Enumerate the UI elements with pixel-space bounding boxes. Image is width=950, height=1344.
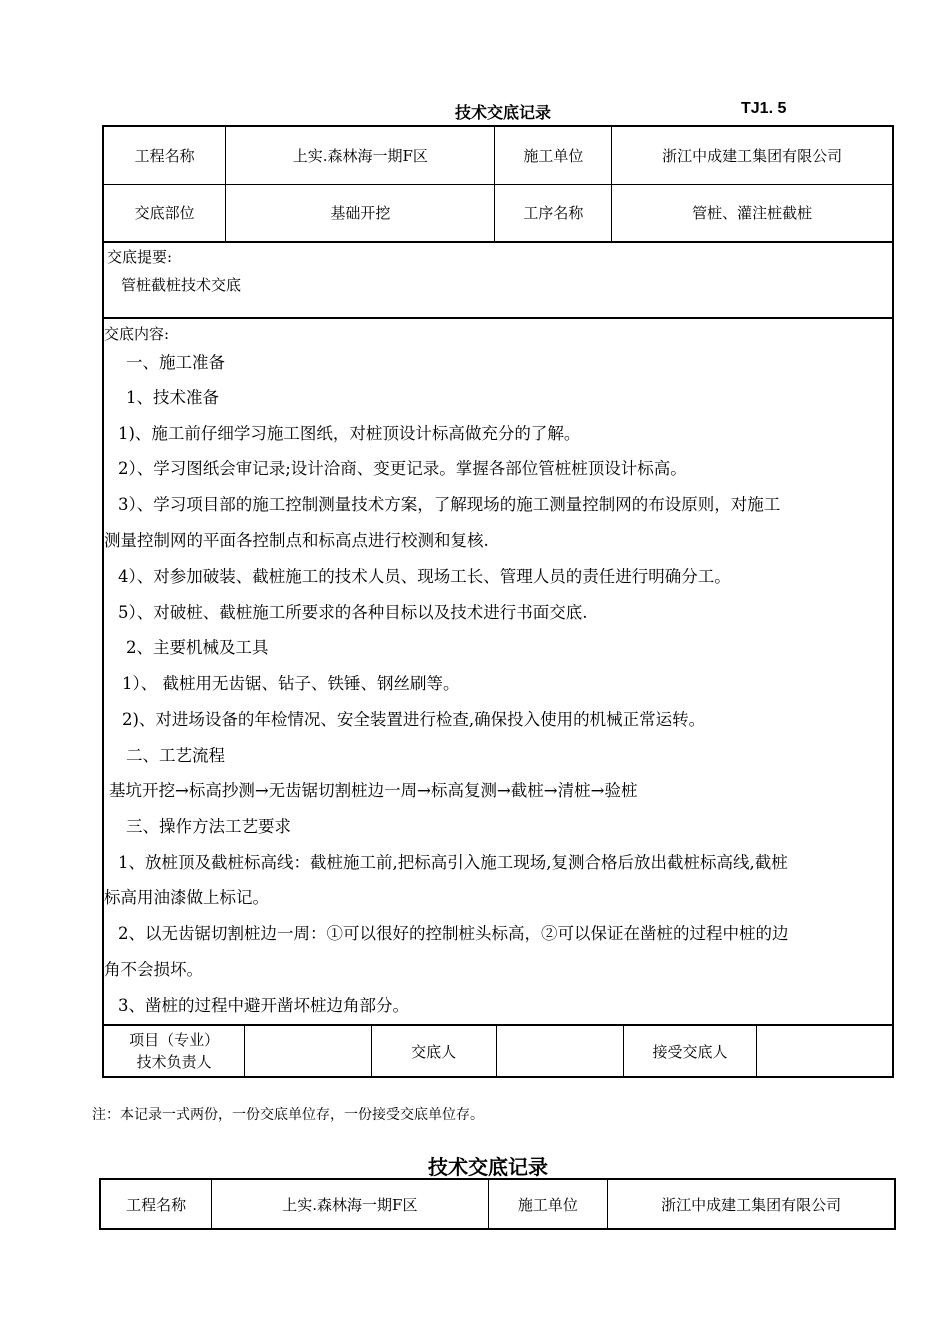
process-value: 管桩、灌注桩截桩 xyxy=(612,184,893,242)
part-label: 交底部位 xyxy=(103,184,226,242)
summary-label: 交底提要: xyxy=(107,248,173,266)
content-line: 1、放桩顶及截桩标高线：截桩施工前,把标高引入施工现场,复测合格后放出截桩标高线,截桩 xyxy=(118,853,788,872)
content-line: 2)、对进场设备的年检情况、安全装置进行检查,确保投入使用的机械正常运转。 xyxy=(122,710,706,729)
content-line: 4）、对参加破装、截桩施工的技术人员、现场工长、管理人员的责任进行明确分工。 xyxy=(118,567,731,586)
second-record-title: 技术交底记录 xyxy=(428,1155,548,1179)
content-line: 3、凿桩的过程中避开凿坏桩边角部分。 xyxy=(118,996,409,1015)
second-info-table xyxy=(99,1178,896,1230)
second-contractor-value: 浙江中成建工集团有限公司 xyxy=(608,1179,895,1229)
discloser-value xyxy=(496,1025,624,1077)
second-project-name-label: 工程名称 xyxy=(100,1179,212,1229)
content-line: 标高用油漆做上标记。 xyxy=(104,888,269,907)
discloser-label: 交底人 xyxy=(371,1025,496,1077)
record-title: 技术交底记录 xyxy=(455,103,552,122)
signature-table xyxy=(102,1024,894,1078)
content-line: 2、主要机械及工具 xyxy=(126,638,269,657)
summary-section xyxy=(102,242,894,319)
second-contractor-label: 施工单位 xyxy=(488,1179,608,1229)
content-line: 测量控制网的平面各控制点和标高点进行校测和复核. xyxy=(104,531,489,550)
summary-text: 管桩截桩技术交底 xyxy=(121,276,242,294)
process-label: 工序名称 xyxy=(495,184,612,242)
receiver-label: 接受交底人 xyxy=(624,1025,757,1077)
info-table xyxy=(102,125,894,243)
content-line: 1）、 截桩用无齿锯、钻子、铁锤、钢丝刷等。 xyxy=(122,674,460,693)
receiver-value xyxy=(756,1025,893,1077)
content-label: 交底内容: xyxy=(104,325,170,343)
content-line: 二、工艺流程 xyxy=(126,746,225,765)
second-project-name-value: 上实.森林海一期F区 xyxy=(212,1179,488,1229)
tech-lead-label-line1: 项目（专业） xyxy=(129,1031,220,1049)
contractor-label: 施工单位 xyxy=(495,126,612,184)
content-line: 1)、施工前仔细学习施工图纸，对桩顶设计标高做充分的了解。 xyxy=(118,424,581,443)
tech-lead-value xyxy=(245,1025,372,1077)
footnote: 注：本记录一式两份，一份交底单位存，一份接受交底单位存。 xyxy=(92,1107,484,1123)
content-line: 一、施工准备 xyxy=(126,353,225,372)
content-line: 3）、学习项目部的施工控制测量技术方案，了解现场的施工测量控制网的布设原则，对施工 xyxy=(118,495,781,514)
tech-lead-label xyxy=(103,1025,245,1077)
content-line: 基坑开挖→标高抄测→无齿锯切割桩边一周→标高复测→截桩→清桩→验桩 xyxy=(109,781,638,800)
project-name-label: 工程名称 xyxy=(103,126,226,184)
content-line: 2、以无齿锯切割桩边一周：①可以很好的控制桩头标高，②可以保证在凿桩的过程中桩的边 xyxy=(118,924,789,943)
content-line: 1、技术准备 xyxy=(126,388,219,407)
content-line: 三、操作方法工艺要求 xyxy=(126,817,291,836)
part-value: 基础开挖 xyxy=(226,184,495,242)
content-line: 5）、对破桩、截桩施工所要求的各种目标以及技术进行书面交底. xyxy=(118,603,588,622)
project-name-value: 上实.森林海一期F区 xyxy=(226,126,495,184)
tech-lead-label-line2: 技术负责人 xyxy=(136,1053,212,1071)
content-section xyxy=(102,317,894,1026)
content-line: 角不会损坏。 xyxy=(104,960,203,979)
record-code: TJ1. 5 xyxy=(741,100,787,117)
content-line: 2）、学习图纸会审记录;设计洽商、变更记录。掌握各部位管桩桩顶设计标高。 xyxy=(118,459,687,478)
contractor-value: 浙江中成建工集团有限公司 xyxy=(612,126,893,184)
